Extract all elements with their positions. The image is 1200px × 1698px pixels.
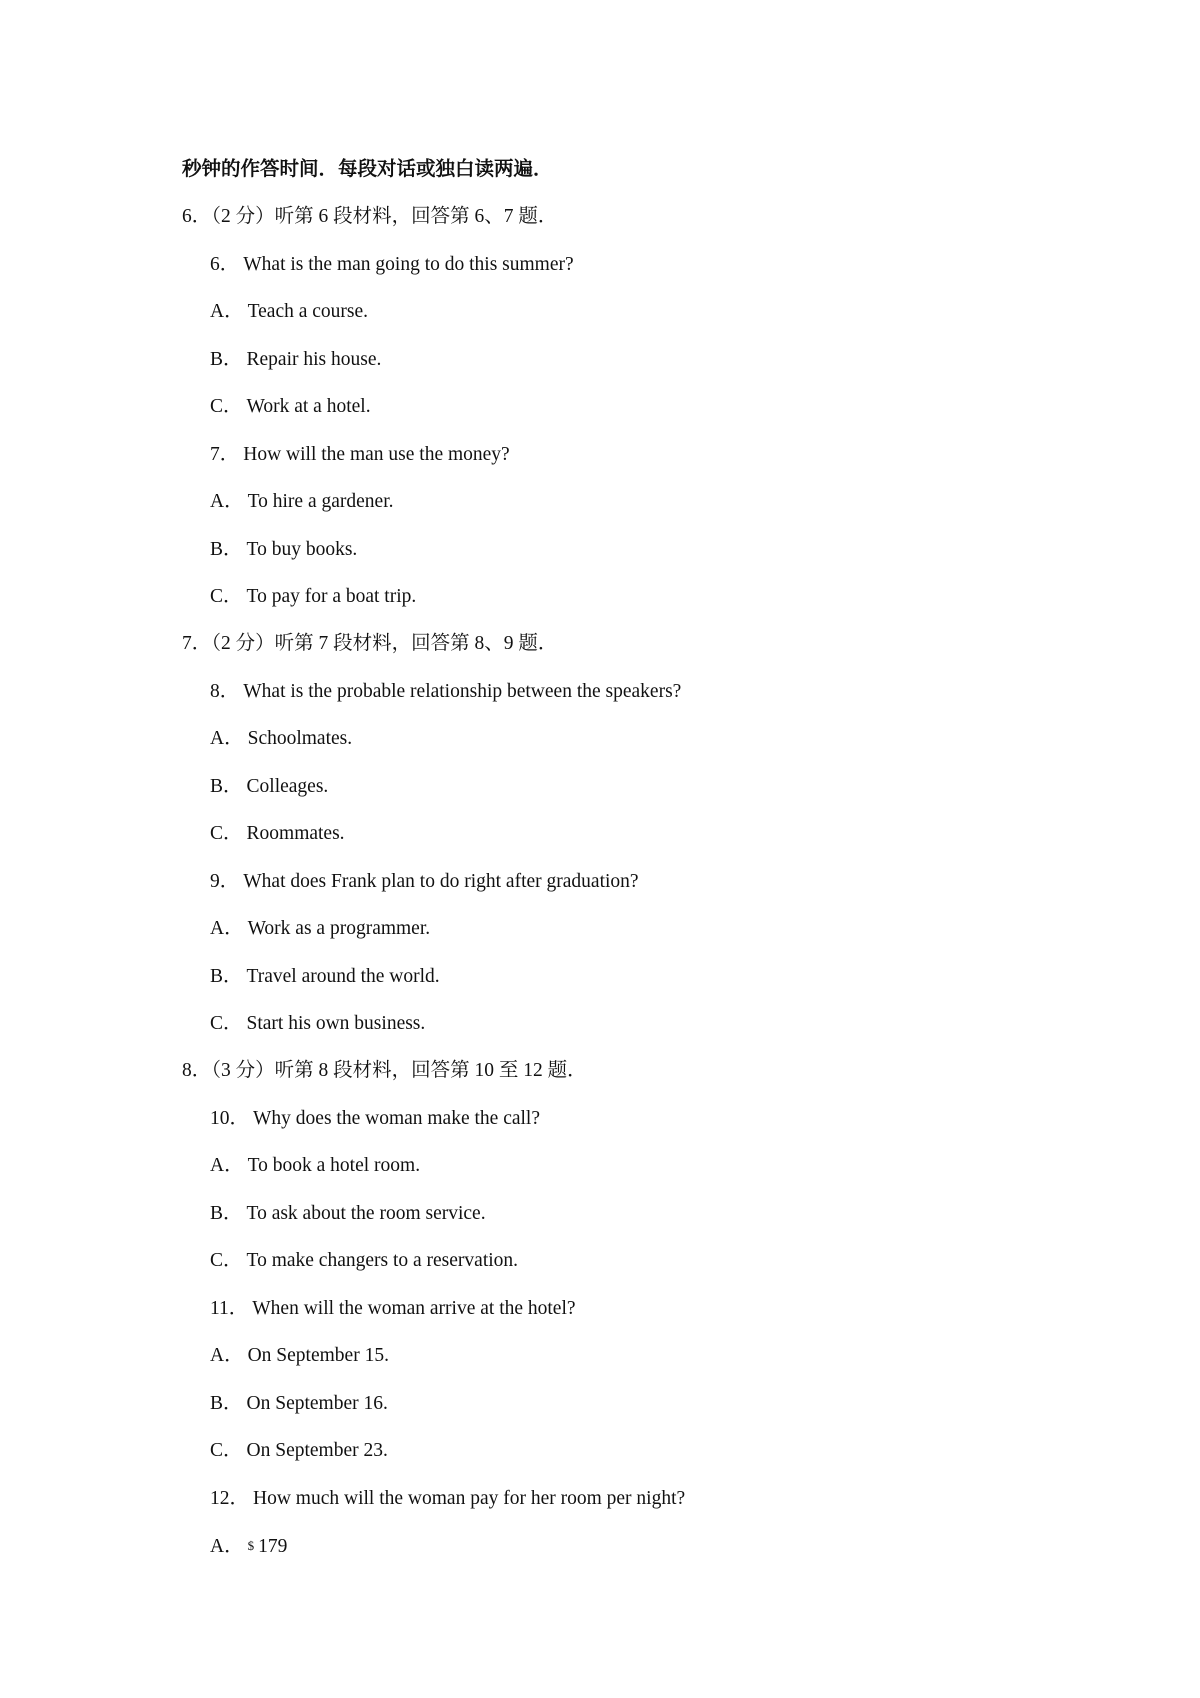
answer-option (210, 300, 368, 324)
question (210, 443, 510, 467)
question-number: 6． (210, 254, 240, 275)
option-text: Repair his house. (246, 349, 382, 370)
question (210, 1297, 576, 1321)
option-letter: A． (210, 1345, 244, 1366)
option-letter: A． (210, 1536, 244, 1557)
question (210, 680, 681, 704)
option-text: To book a hotel room. (247, 1155, 421, 1176)
question-text: When will the woman arrive at the hotel? (252, 1298, 576, 1319)
option-text: To ask about the room service. (246, 1203, 486, 1224)
answer-option (210, 1534, 287, 1559)
option-letter: C． (210, 396, 243, 417)
answer-option (210, 585, 416, 609)
answer-option (210, 1154, 420, 1178)
question-number: 9． (210, 871, 240, 892)
option-letter: A． (210, 918, 244, 939)
answer-option (210, 917, 430, 941)
option-text: To buy books. (246, 539, 358, 560)
question-text: What is the probable relationship between the speakers? (243, 681, 682, 702)
section-header: 6．（2 分）听第 6 段材料，回答第 6、7 题． (182, 206, 558, 227)
option-text: To make changers to a reservation. (246, 1250, 519, 1271)
answer-option (210, 1392, 388, 1416)
option-letter: B． (210, 1203, 243, 1224)
answer-option (210, 822, 345, 846)
option-letter: B． (210, 1393, 243, 1414)
option-text: Schoolmates. (247, 728, 353, 749)
answer-option (210, 1344, 389, 1368)
question-text: How much will the woman pay for her room per night? (253, 1488, 686, 1509)
option-text: Colleages. (246, 776, 329, 797)
option-text: On September 23. (246, 1440, 388, 1461)
option-text: On September 16. (246, 1393, 388, 1414)
question-number: 11． (210, 1298, 249, 1319)
option-letter: B． (210, 776, 243, 797)
section-header: 8．（3 分）听第 8 段材料，回答第 10 至 12 题． (182, 1060, 587, 1081)
option-letter: C． (210, 1013, 243, 1034)
question-number: 10． (210, 1108, 250, 1129)
option-text: Work as a programmer. (247, 918, 431, 939)
option-letter: C． (210, 823, 243, 844)
question (210, 1107, 540, 1131)
intro-text: 秒钟的作答时间．每段对话或独白读两遍． (182, 159, 553, 180)
answer-option (210, 1249, 518, 1273)
option-text: To pay for a boat trip. (246, 586, 417, 607)
question-text: What is the man going to do this summer? (243, 254, 574, 275)
answer-option (210, 1012, 425, 1036)
answer-option (210, 395, 371, 419)
option-text: Roommates. (246, 823, 345, 844)
option-text: Work at a hotel. (246, 396, 371, 417)
option-text: Start his own business. (246, 1013, 426, 1034)
answer-option (210, 775, 328, 799)
question-number: 7． (210, 444, 240, 465)
question-text: How will the man use the money? (243, 444, 510, 465)
option-letter: A． (210, 301, 244, 322)
answer-option (210, 538, 357, 562)
option-letter: C． (210, 586, 243, 607)
section-header: 7．（2 分）听第 7 段材料，回答第 8、9 题． (182, 633, 558, 654)
option-text: 179 (258, 1536, 288, 1557)
option-letter: C． (210, 1250, 243, 1271)
option-letter: B． (210, 349, 243, 370)
question-text: Why does the woman make the call? (253, 1108, 540, 1129)
option-letter: B． (210, 539, 243, 560)
answer-option (210, 348, 381, 372)
option-letter: A． (210, 491, 244, 512)
question (210, 1487, 685, 1511)
question-text: What does Frank plan to do right after graduation? (243, 871, 639, 892)
question-number: 8． (210, 681, 240, 702)
option-text: To hire a gardener. (247, 491, 394, 512)
answer-option (210, 965, 440, 989)
currency-symbol: $ (247, 1538, 255, 1553)
option-text: Teach a course. (247, 301, 369, 322)
option-letter: A． (210, 728, 244, 749)
question-number: 12． (210, 1488, 250, 1509)
option-text: Travel around the world. (246, 966, 440, 987)
option-letter: C． (210, 1440, 243, 1461)
answer-option (210, 727, 352, 751)
question (210, 253, 574, 277)
option-letter: A． (210, 1155, 244, 1176)
option-text: On September 15. (247, 1345, 389, 1366)
answer-option (210, 1202, 486, 1226)
answer-option (210, 1439, 388, 1463)
question (210, 870, 639, 894)
option-letter: B． (210, 966, 243, 987)
answer-option (210, 490, 394, 514)
